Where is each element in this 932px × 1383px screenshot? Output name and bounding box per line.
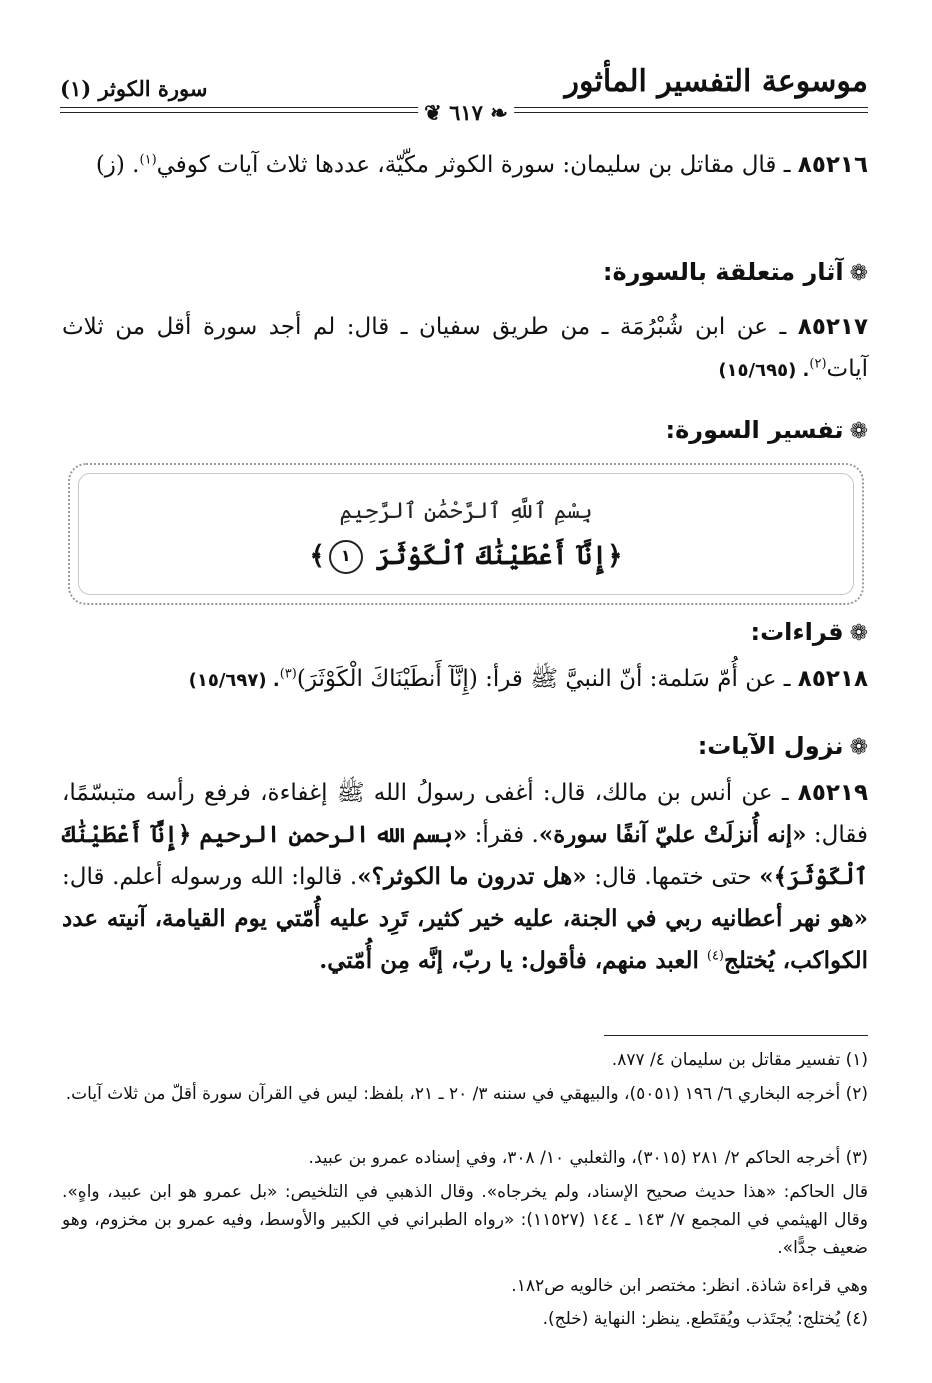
footnote-marker: (٣) — [279, 666, 297, 682]
footnote-4: (٤) يُختلج: يُجتَذب ويُقتَطع. ينظر: النهاية (خلج). — [542, 1309, 868, 1329]
hadith-quote: العبد منهم، فأقول: يا ربّ، إنَّه مِن أُمّتي. — [319, 947, 707, 974]
quran-verse — [70, 540, 862, 574]
entry-85219 — [62, 772, 868, 982]
flower-ornament-icon: ❁ — [849, 735, 868, 760]
entry-85218 — [62, 658, 868, 702]
verse-frame — [68, 463, 864, 605]
verse-text: ﴿إِنَّآ أَعْطَيْنَٰكَ ٱلْكَوْثَرَ — [375, 541, 623, 571]
heading-text: تفسير السورة: — [665, 416, 844, 444]
footnote-separator — [604, 1035, 868, 1036]
verse-frame-inner — [78, 473, 854, 595]
footnote-3: (٣) أخرجه الحاكم ٢/ ٢٨١ (٣٠١٥)، والثعلبي ١٠/ ٣٠٨، وفي إسناده عمرو بن عبيد. — [308, 1148, 868, 1168]
page-number: ❦ ٦١٧ ❧ — [418, 100, 514, 125]
entry-number: ٨٥٢١٩ — [797, 780, 868, 806]
verse-close-bracket: ﴾ — [309, 541, 325, 571]
heading-text: نزول الآيات: — [697, 732, 844, 760]
entry-text: ـ عن أنس بن مالك، قال: أغفى رسولُ الله ﷺ إغفاءة، فرفع رأسه متبسّمًا، فقال: — [62, 780, 868, 848]
entry-number: ٨٥٢١٨ — [797, 666, 868, 692]
section-heading-tafsir — [665, 416, 868, 444]
entry-85216 — [62, 144, 868, 186]
heading-text: آثار متعلقة بالسورة: — [602, 258, 844, 286]
entry-text: ـ قال مقاتل بن سليمان: سورة الكوثر مكّيّة، عددها ثلاث آيات كوفي — [156, 152, 798, 178]
heading-text: قراءات: — [750, 618, 844, 646]
section-heading-related — [603, 258, 868, 286]
flower-ornament-icon: ❁ — [849, 419, 868, 444]
footnote-3-continued: قال الحاكم: «هذا حديث صحيح الإسناد، ولم يخرجاه». وقال الذهبي في التلخيص: «بل عمرو هو ابن عبيد، واهٍ». وقال الهيثمي في المجمع ٧/ ١٤٣ ـ ١٤٤ (١١٥٢٧): «رواه الطبراني في الكبير والأوسط، وفيه عمرو بن مخزوم، وهو ضعيف جدًّا». — [62, 1182, 868, 1258]
volume-reference: . (١٥/٦٩٧) — [188, 670, 280, 691]
entry-85217 — [62, 306, 868, 392]
hadith-quote: «هل تدرون ما الكوثر؟» — [357, 863, 587, 890]
entry-source: . (ز) — [95, 152, 140, 178]
entry-text: ـ عن ابن شُبْرُمَة ـ من طريق سفيان ـ قال: لم أجد سورة أقل من ثلاث آيات — [62, 314, 868, 382]
footnote-marker: (١) — [139, 152, 157, 168]
page-number-value: ٦١٧ — [449, 100, 483, 125]
entry-text: . قالوا: الله ورسوله أعلم. قال: — [62, 864, 358, 890]
section-heading-nuzul — [698, 732, 868, 760]
footnote-2: (٢) أخرجه البخاري ٦/ ١٩٦ (٥٠٥١)، والبيهقي في سننه ٣/ ٢٠ ـ ٢١، بلفظ: ليس في القرآن سورة أقلّ من ثلاث آيات. — [65, 1084, 868, 1104]
entry-number: ٨٥٢١٧ — [797, 314, 868, 340]
footnote-marker: (٤) — [706, 948, 724, 964]
footnote-marker: (٢) — [809, 356, 827, 372]
volume-reference: . (١٥/٦٩٥) — [718, 360, 810, 381]
footnote-3-note: وهي قراءة شاذة. انظر: مختصر ابن خالويه ص١٨٢. — [511, 1276, 868, 1296]
section-heading-qiraat — [750, 618, 868, 646]
hadith-quote: «بسم الله الرحمن الرحيم ﴿إِنَّآ أَعْطَيْنَٰكَ ٱلْكَوْثَرَ﴾» — [62, 821, 868, 890]
hadith-quote: «إنه أُنزلَتْ عليّ آنفًا سورة» — [538, 821, 807, 848]
entry-text: . فقرأ: — [467, 822, 539, 848]
surah-title: سورة الكوثر (١) — [60, 76, 208, 101]
entry-number: ٨٥٢١٦ — [797, 152, 868, 178]
basmala: بِسْمِ ٱللَّهِ ٱلرَّحْمَٰنِ ٱلرَّحِيمِ — [339, 499, 593, 524]
ayah-number-mark: ١ — [329, 540, 363, 574]
book-title: موسوعة التفسير المأثور — [564, 64, 868, 99]
entry-text: حتى ختمها. قال: — [586, 864, 760, 890]
hadith-quote: «هو نهر أعطانيه ربي في الجنة، عليه خير كثير، تَرِد عليه أُمّتي يوم القيامة، آنيته عدد الكواكب، يُختلج — [62, 905, 868, 974]
footnote-1: (١) تفسير مقاتل بن سليمان ٤/ ٨٧٧. — [611, 1050, 868, 1070]
flower-ornament-icon: ❁ — [849, 621, 868, 646]
flower-ornament-icon: ❁ — [849, 261, 868, 286]
entry-text: ـ عن أُمّ سَلمة: أنّ النبيَّ ﷺ قرأ: (إِنَّآ أَنطَيْنَاكَ الْكَوْثَرَ) — [296, 666, 798, 692]
